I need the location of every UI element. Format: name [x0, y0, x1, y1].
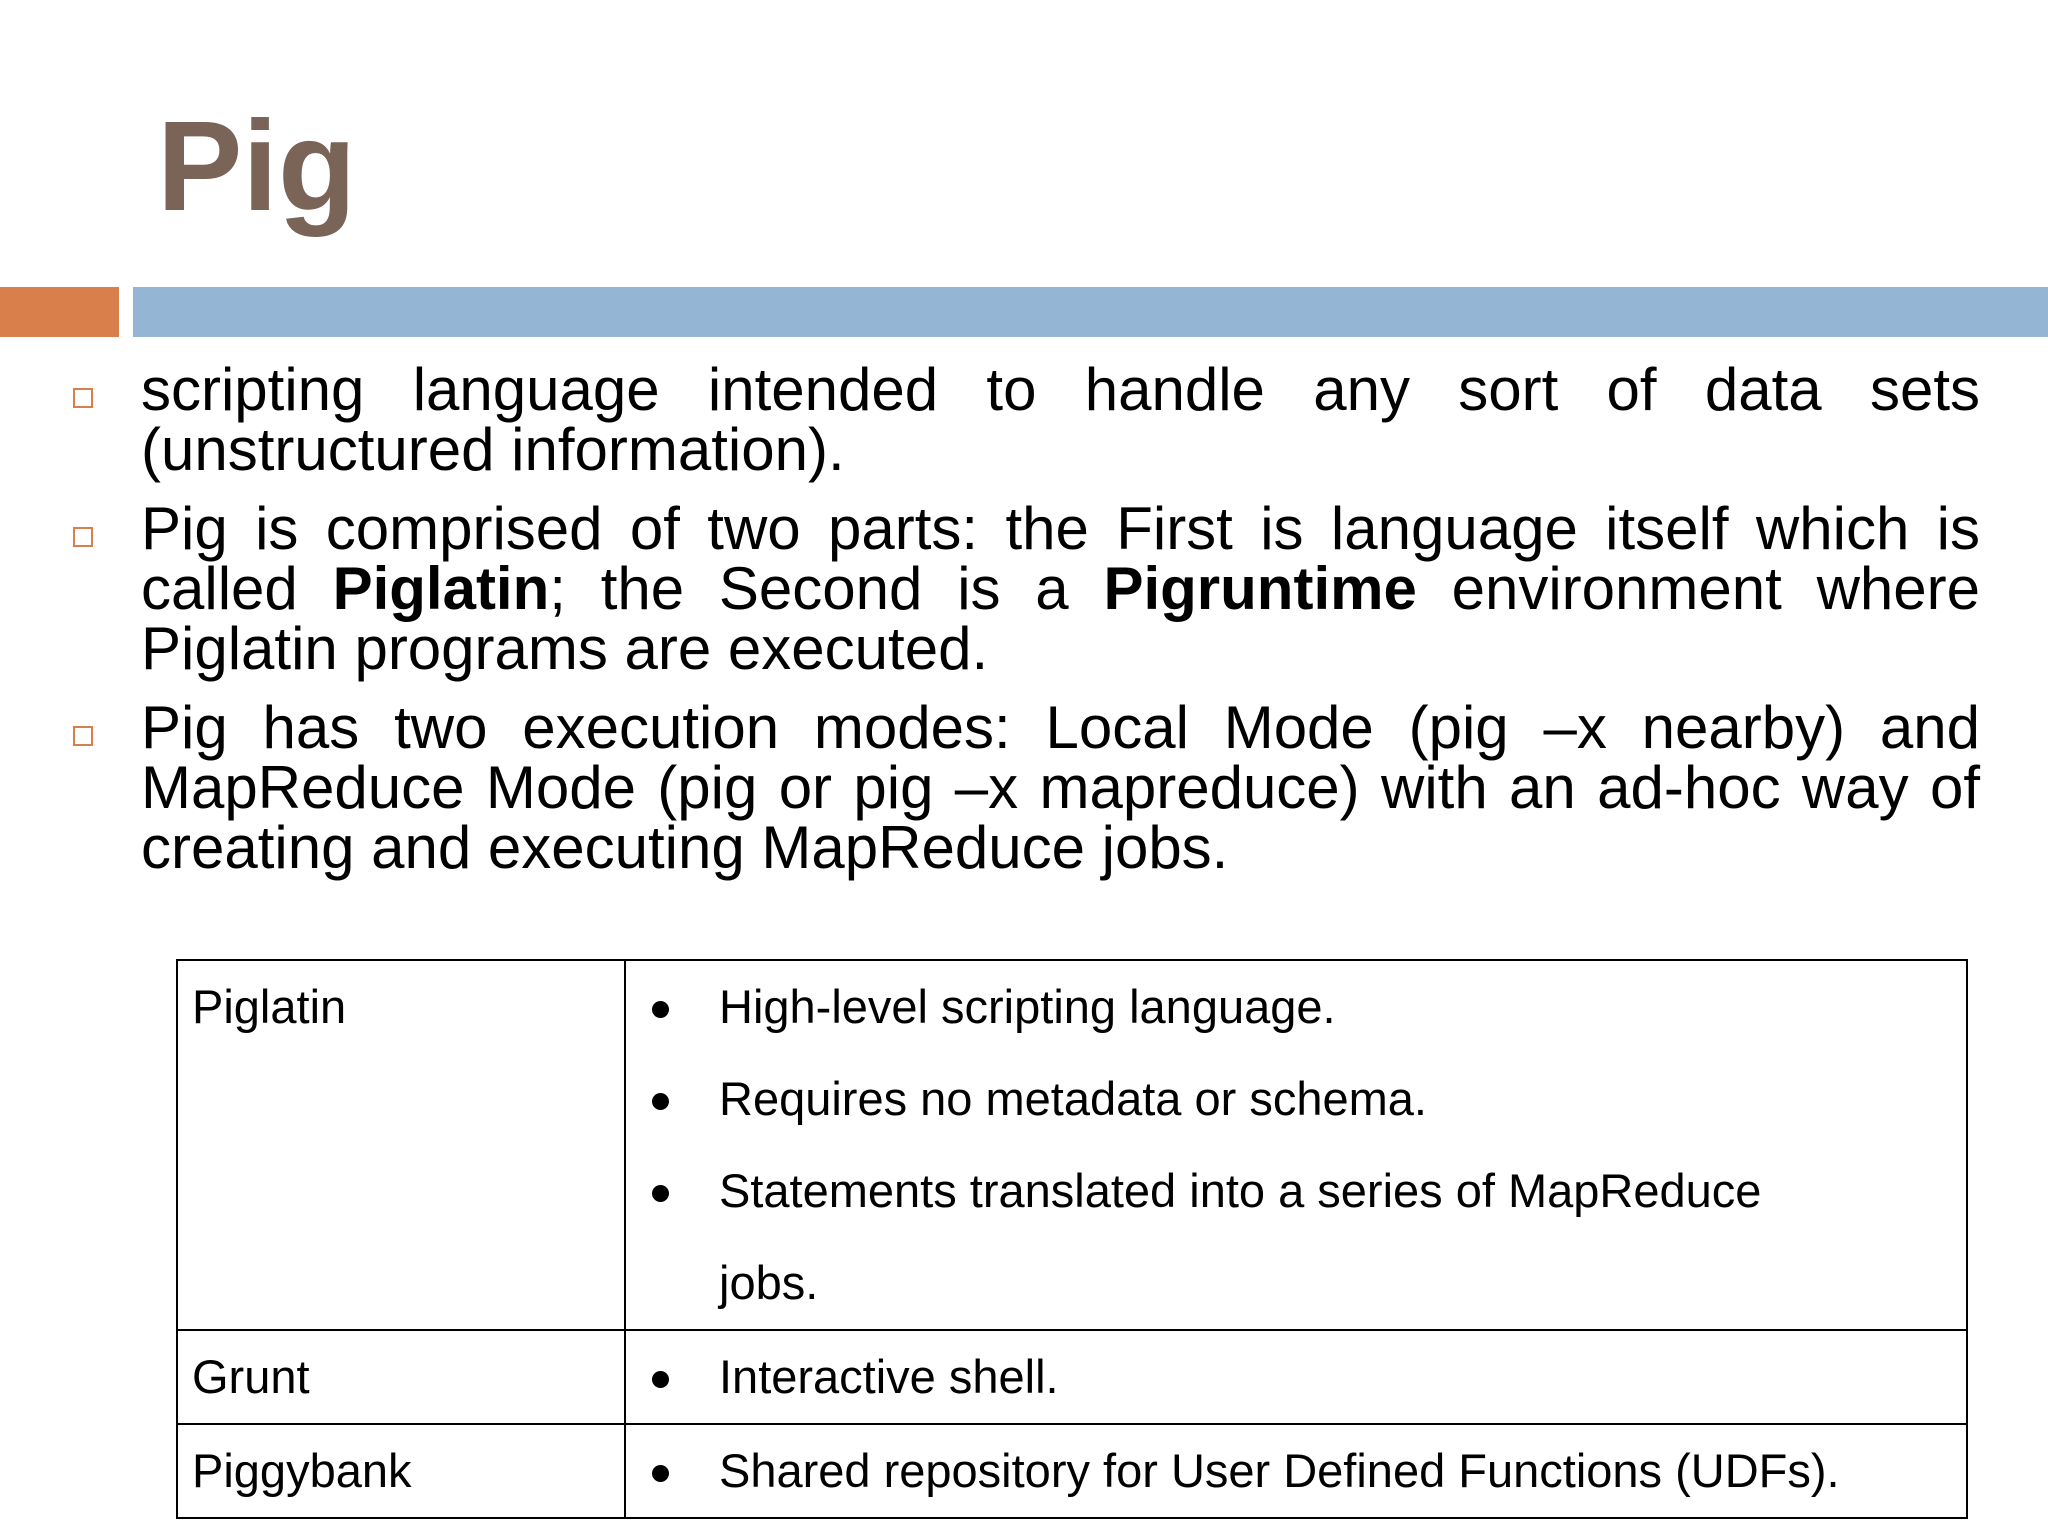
round-bullet-icon — [652, 1185, 669, 1202]
bullet-text: scripting language intended to handle any sort of data sets (unstructured information). — [141, 356, 1980, 483]
bullet-text-segment: environment where Piglatin programs are executed. — [141, 555, 1980, 682]
list-item-text: Interactive shell. — [719, 1350, 1059, 1403]
description-list — [626, 1331, 1966, 1423]
list-item-text: Statements translated into a series of MapReduce jobs. — [719, 1164, 1762, 1309]
list-item — [626, 1145, 1966, 1329]
bullet-text: Pig has two execution modes: Local Mode (pig –x nearby) and MapReduce Mode (pig or pig –x mapreduce) with an ad-hoc way of creating and executing MapReduce jobs. — [141, 694, 1980, 881]
table-cell-term — [177, 960, 625, 1330]
bullet-item — [0, 356, 2048, 483]
table-cell-term — [177, 1424, 625, 1518]
term-label: Piglatin — [192, 980, 347, 1033]
list-item — [626, 961, 1966, 1053]
bullet-item — [0, 694, 2048, 881]
round-bullet-icon — [652, 1465, 669, 1482]
table-cell-description — [625, 960, 1967, 1330]
bullet-term-piglatin: Piglatin — [332, 555, 550, 622]
bullet-text-segment: Pig is comprised of two parts: the First is language itself which is called — [141, 495, 1980, 622]
list-item-text: Requires no metadata or schema. — [719, 1072, 1427, 1125]
round-bullet-icon — [652, 1093, 669, 1110]
list-item-text: Shared repository for User Defined Functions (UDFs). — [719, 1444, 1840, 1497]
term-label: Piggybank — [192, 1444, 412, 1497]
bullet-text-segment: ; the Second is a — [549, 555, 1104, 622]
description-list — [626, 961, 1966, 1329]
round-bullet-icon — [652, 1371, 669, 1388]
square-bullet-icon — [73, 726, 93, 746]
table-row — [177, 1424, 1967, 1518]
description-list — [626, 1425, 1966, 1517]
table-cell-term — [177, 1330, 625, 1424]
list-item — [626, 1053, 1966, 1145]
round-bullet-icon — [652, 1001, 669, 1018]
term-label: Grunt — [192, 1350, 310, 1403]
square-bullet-icon — [73, 527, 93, 547]
list-item — [626, 1425, 1966, 1517]
table-row — [177, 1330, 1967, 1424]
bullet-list — [0, 356, 2048, 897]
bullet-text — [141, 495, 1980, 682]
table-cell-description — [625, 1330, 1967, 1424]
title-accent-bar-orange — [0, 287, 119, 337]
list-item — [626, 1331, 1966, 1423]
bullet-item — [0, 495, 2048, 682]
components-table — [176, 959, 1968, 1519]
table-row — [177, 960, 1967, 1330]
square-bullet-icon — [73, 388, 93, 408]
table-cell-description — [625, 1424, 1967, 1518]
slide-title: Pig — [157, 95, 357, 238]
list-item-text: High-level scripting language. — [719, 980, 1336, 1033]
title-accent-bar-blue — [133, 287, 2048, 337]
bullet-term-pigruntime: Pigruntime — [1103, 555, 1417, 622]
